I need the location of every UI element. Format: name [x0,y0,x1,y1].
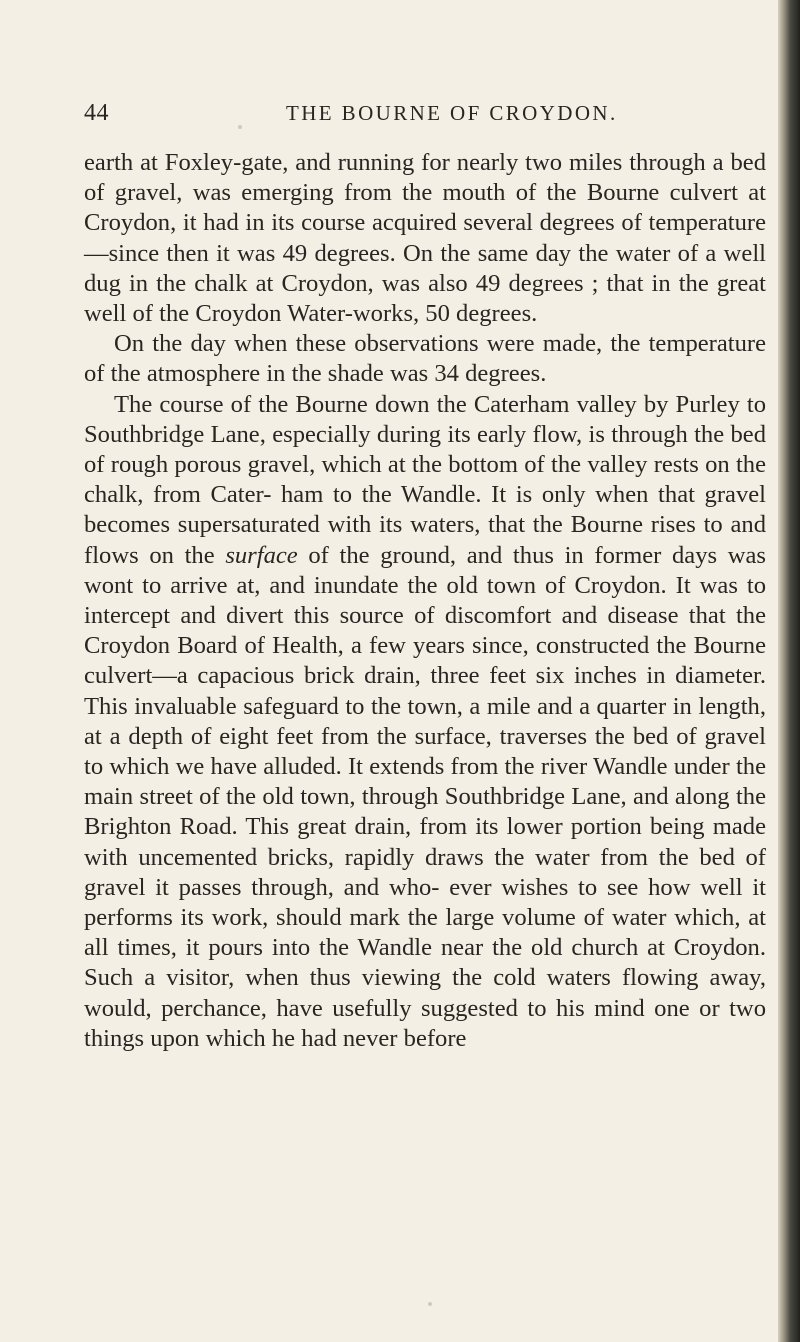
running-head: THE BOURNE OF CROYDON. [286,101,618,125]
page-number: 44 [84,100,109,126]
italic-word-surface: surface [225,541,298,569]
paragraph-3-text-start: The course of the Bourne down the Caterham valley by Purley to Southbridge Lane, especially during its early flow, is through the bed of rough porous gravel, which at the bottom of the valley rests on the chalk, from Cater- ham to the Wandle. It is only when that gravel becomes supersaturated with its waters, that the Bourne rises to and flows on the [84,390,766,569]
paper-speck [428,1302,432,1306]
body-text [84,148,766,1054]
paragraph-2-text: On the day when these observations were made, the temperature of the atmosphere in the shade was 34 degrees. [84,330,766,388]
paragraph-3-text-end: of the ground, and thus in former days was wont to arrive at, and inundate the old town of Croydon. It was to intercept and divert this source of discomfort and disease that the Croydon Board of Health, a few years since, constructed the Bourne culvert—a capacious brick drain, three feet six inches in diameter. This invaluable safeguard to the town, a mile and a quarter in length, at a depth of eight feet from the surface, traverses the bed of gravel to which we have alluded. It extends from the river Wandle under the main street of the old town, through Southbridge Lane, and along the Brighton Road. This great drain, from its lower portion being made with uncemented bricks, rapidly draws the water from the bed of gravel it passes through, and who- ever wishes to see how well it performs its work, should mark the large volume of water which, at all times, it pours into the Wandle near the old church at Croydon. Such a visitor, when thus viewing the cold waters flowing away, would, perchance, have usefully suggested to his mind one or two things upon which he had never before [84,541,766,1052]
page-binding-edge [778,0,800,1342]
paragraph-1-text: earth at Foxley-gate, and running for nearly two miles through a bed of gravel, was emerging from the mouth of the Bourne culvert at Croydon, it had in its course acquired several degrees of temperature—since then it was 49 degrees. On the same day the water of a well dug in the chalk at Croydon, was also 49 degrees ; that in the great well of the Croydon Water-works, 50 degrees. [84,149,766,328]
paragraph-2 [84,329,766,389]
paragraph-3 [84,390,766,1054]
page-header [0,98,800,138]
paragraph-1 [84,148,766,329]
